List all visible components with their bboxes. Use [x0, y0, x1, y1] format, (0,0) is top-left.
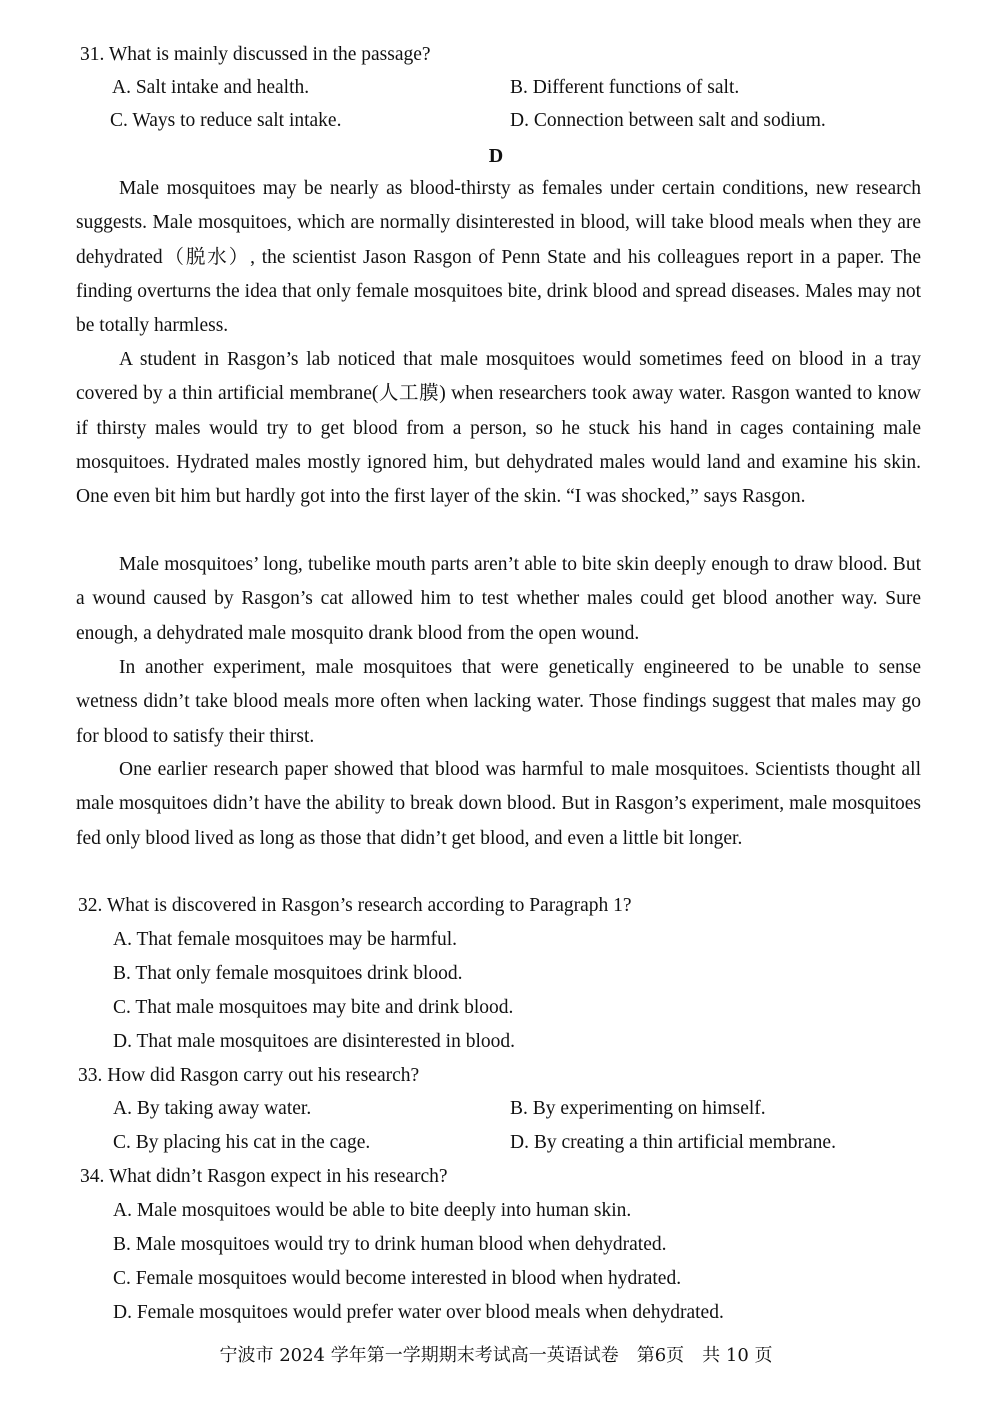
question-32-option-b: B. That only female mosquitoes drink blood. [113, 963, 463, 984]
question-33-option-a: A. By taking away water. [113, 1098, 312, 1119]
question-31-option-a: A. Salt intake and health. [112, 77, 310, 98]
question-31-stem: 31. What is mainly discussed in the passage? [80, 44, 431, 65]
question-34-option-c: C. Female mosquitoes would become interested in blood when hydrated. [113, 1268, 682, 1289]
question-32-option-d: D. That male mosquitoes are disinterested in blood. [113, 1031, 516, 1052]
question-31-option-c: C. Ways to reduce salt intake. [110, 110, 342, 131]
passage-paragraph-1: Male mosquitoes may be nearly as blood-thirsty as females under certain conditions, new research suggests. Male mosquitoes, which are normally disinterested in blood, will take blood meals when they are dehydrated（脱水）, the scientist Jason Rasgon of Penn State and his colleagues report in a paper. The finding overturns the idea that only female mosquitoes bite, drink blood and spread diseases. Males may not be totally harmless. [76, 178, 921, 337]
question-33-option-d: D. By creating a thin artificial membrane. [510, 1132, 836, 1153]
page-footer: 宁波市 2024 学年第一学期期末考试高一英语试卷 第6页 共 10 页 [219, 1345, 773, 1366]
question-34-option-b: B. Male mosquitoes would try to drink human blood when dehydrated. [113, 1234, 667, 1255]
question-33-stem: 33. How did Rasgon carry out his research? [78, 1065, 420, 1086]
question-33-option-c: C. By placing his cat in the cage. [113, 1132, 371, 1153]
passage-paragraph-4: In another experiment, male mosquitoes that were genetically engineered to be unable to sense wetness didn’t take blood meals more often when lacking water. Those findings suggest that males may go for blood to satisfy their thirst. [76, 657, 921, 747]
question-32-option-c: C. That male mosquitoes may bite and drink blood. [113, 997, 514, 1018]
question-31-option-d: D. Connection between salt and sodium. [510, 110, 826, 131]
question-34-option-a: A. Male mosquitoes would be able to bite deeply into human skin. [113, 1200, 632, 1221]
question-32-stem: 32. What is discovered in Rasgon’s research according to Paragraph 1? [78, 895, 632, 916]
passage-paragraph-5: One earlier research paper showed that blood was harmful to male mosquitoes. Scientists thought all male mosquitoes didn’t have the ability to break down blood. But in Rasgon’s experiment, male mosquitoes fed only blood lived as long as those that didn’t get blood, and even a little bit longer. [76, 759, 921, 849]
question-31-option-b: B. Different functions of salt. [510, 77, 740, 98]
question-34-stem: 34. What didn’t Rasgon expect in his research? [80, 1166, 448, 1187]
passage-paragraph-2: A student in Rasgon’s lab noticed that male mosquitoes would sometimes feed on blood in a tray covered by a thin artificial membrane(人工膜) when researchers took away water. Rasgon wanted to know if thirsty males would try to get blood from a person, so he stuck his hand in cages containing male mosquitoes. Hydrated males mostly ignored him, but dehydrated males would land and examine his skin. One even bit him but hardly got into the first layer of the skin. “I was shocked,” says Rasgon. [76, 349, 921, 508]
question-34-option-d: D. Female mosquitoes would prefer water over blood meals when dehydrated. [113, 1302, 724, 1323]
passage-paragraph-3: Male mosquitoes’ long, tubelike mouth parts aren’t able to bite skin deeply enough to draw blood. But a wound caused by Rasgon’s cat allowed him to test whether males could get blood another way. Sure enough, a dehydrated male mosquito drank blood from the open wound. [76, 554, 921, 644]
question-33-option-b: B. By experimenting on himself. [510, 1098, 766, 1119]
section-heading: D [488, 145, 504, 167]
question-32-option-a: A. That female mosquitoes may be harmful. [113, 929, 458, 950]
